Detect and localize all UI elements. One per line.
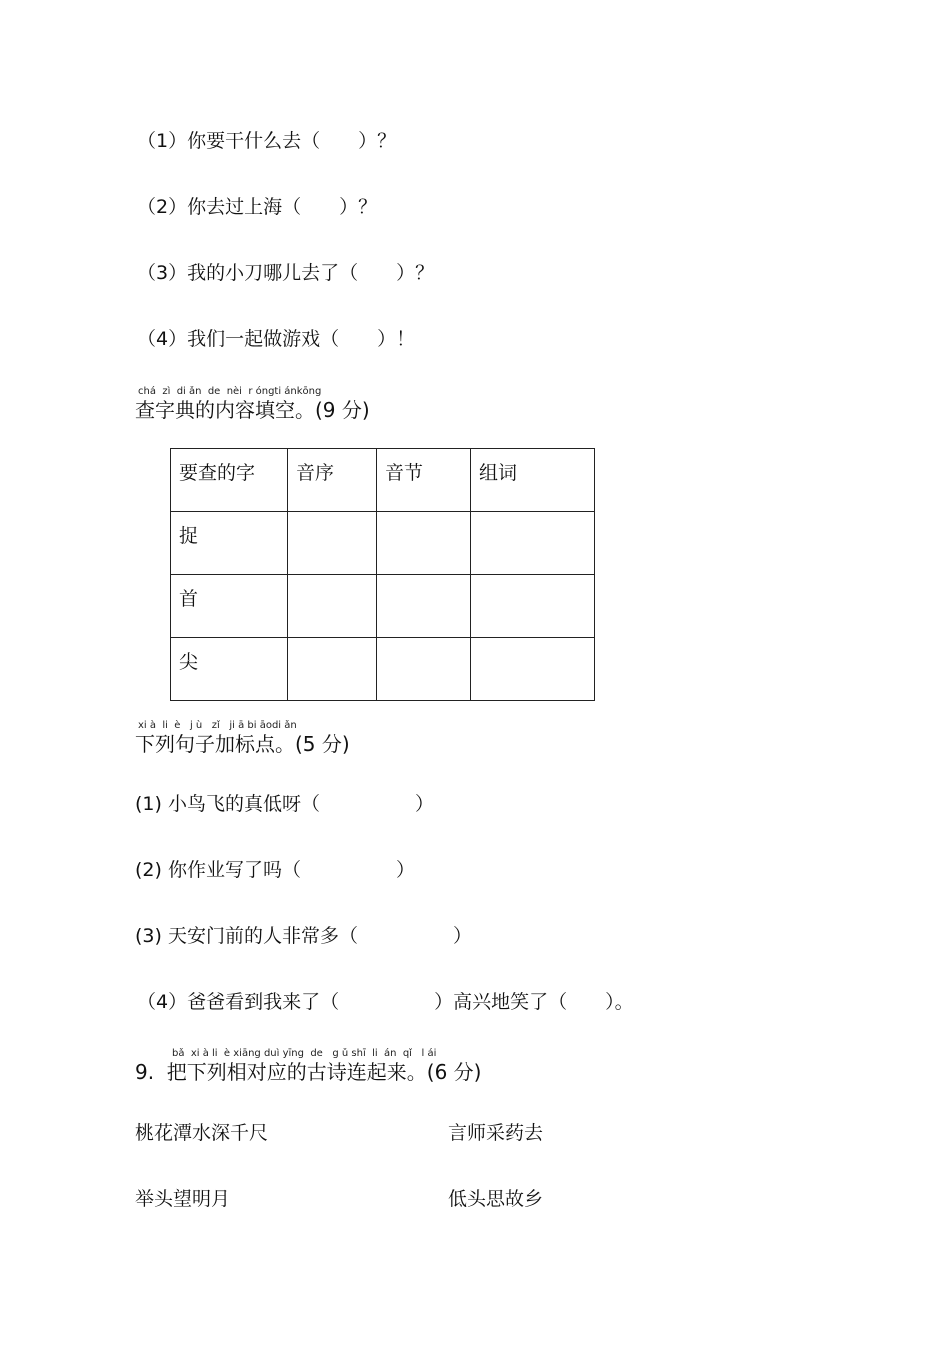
table-cell-blank[interactable] <box>471 512 595 575</box>
table-cell-char: 尖 <box>171 638 288 701</box>
fill-question-2: （2）你去过上海（ ）？ <box>137 196 378 218</box>
punct-item-2: (2) 你作业写了吗（ ） <box>135 859 415 881</box>
table-cell-blank[interactable] <box>288 638 377 701</box>
poem-right-line-2[interactable]: 低头思故乡 <box>448 1188 544 1210</box>
table-header-cell: 音节 <box>377 449 471 512</box>
table-row <box>171 575 595 638</box>
table-header-cell: 组词 <box>471 449 595 512</box>
poem-section-pinyin: bǎ xi à li è xiāng duì yīng de g ǔ shī li án qǐ l ái <box>172 1048 437 1059</box>
table-cell-blank[interactable] <box>288 575 377 638</box>
fill-question-1: （1）你要干什么去（ ）？ <box>137 130 397 152</box>
table-cell-blank[interactable] <box>288 512 377 575</box>
fill-question-3: （3）我的小刀哪儿去了（ ）？ <box>137 262 435 284</box>
table-cell-blank[interactable] <box>471 575 595 638</box>
table-cell-blank[interactable] <box>377 638 471 701</box>
table-header-cell: 要查的字 <box>171 449 288 512</box>
table-header-cell: 音序 <box>288 449 377 512</box>
table-cell-blank[interactable] <box>471 638 595 701</box>
punct-item-4: （4）爸爸看到我来了（ ）高兴地笑了（ ）。 <box>137 991 634 1013</box>
table-row <box>171 638 595 701</box>
dict-section-pinyin: chá zì di ǎn de nèi r óngti ánkōng <box>138 386 322 397</box>
table-row <box>171 512 595 575</box>
punct-section-pinyin: xi à li è j ù zǐ ji ā bi āodi ǎn <box>138 720 297 731</box>
table-header-row <box>171 449 595 512</box>
table-cell-blank[interactable] <box>377 512 471 575</box>
table-cell-char: 首 <box>171 575 288 638</box>
poem-section-title: 9. 把下列相对应的古诗连起来。(6 分) <box>135 1060 482 1084</box>
poem-right-line-1[interactable]: 言师采药去 <box>448 1122 544 1144</box>
poem-left-line-1[interactable]: 桃花潭水深千尺 <box>135 1122 269 1144</box>
dictionary-table <box>170 448 595 701</box>
table-cell-char: 捉 <box>171 512 288 575</box>
punct-item-1: (1) 小鸟飞的真低呀（ ） <box>135 793 434 815</box>
punct-item-3: (3) 天安门前的人非常多（ ） <box>135 925 472 947</box>
fill-question-4: （4）我们一起做游戏（ ）！ <box>137 328 416 350</box>
poem-left-line-2[interactable]: 举头望明月 <box>135 1188 231 1210</box>
dict-section-title: 查字典的内容填空。(9 分) <box>135 398 370 422</box>
punct-section-title: 下列句子加标点。(5 分) <box>135 732 350 756</box>
table-cell-blank[interactable] <box>377 575 471 638</box>
